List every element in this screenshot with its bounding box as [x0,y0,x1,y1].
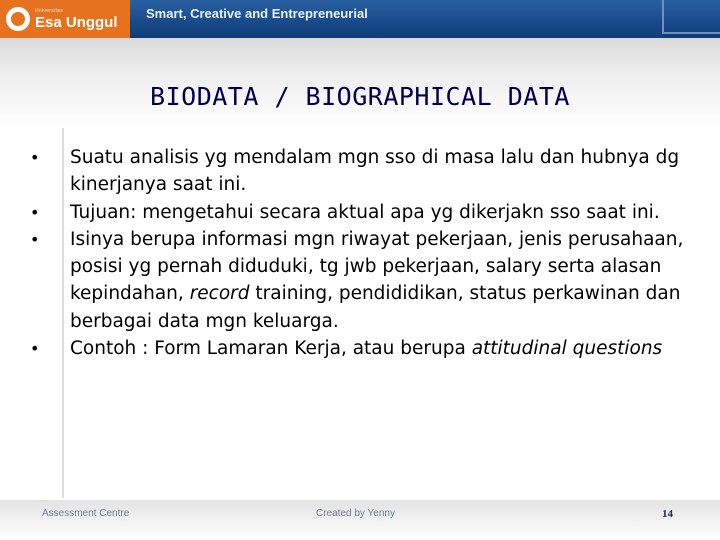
bullet-icon: • [30,339,40,359]
bullet-icon: • [30,148,40,167]
logo-small-text: Universitas [35,7,64,14]
bullet-item [30,199,690,226]
slide-title: BIODATA / BIOGRAPHICAL DATA [150,82,570,111]
bullet-item [30,335,690,362]
bullet-list [30,144,690,362]
header-frame-decoration [662,0,720,34]
footer-center-text: Created by Yenny [316,508,395,519]
bullet-text: Tujuan: mengetahui secara aktual apa yg dikerjakn sso saat ini. [70,201,660,223]
bullet-item [30,226,690,335]
logo-name: Esa Unggul [35,13,118,31]
footer-left-text: Assessment Centre [42,508,130,519]
bullet-italic-text: attitudinal questions [471,338,663,360]
bullet-text: Suatu analisis yg mendalam mgn sso di masa lalu dan hubnya dg kinerjanya saat ini. [70,147,680,196]
page-number: 14 [662,508,673,520]
bullet-text: Isinya berupa informasi mgn riwayat pekerjaan, jenis perusahaan, posisi yg pernah diduduki, tg jwb pekerjaan, salary serta alasan kepindahan, [70,228,684,305]
bullet-text: training, pendididikan, status perkawinan dan berbagai data mgn keluarga. [70,283,681,332]
header-bar [0,0,720,38]
bullet-text: Contoh : Form Lamaran Kerja, atau berupa [70,338,466,360]
university-logo [0,0,130,38]
footer-band [0,500,720,540]
bullet-icon: • [30,229,40,249]
tagline: Smart, Creative and Entrepreneurial [146,6,368,21]
bullet-item [30,144,690,199]
bullet-icon: • [30,202,40,222]
logo-emblem-icon [6,7,30,31]
bullet-italic-text: record [189,283,250,305]
